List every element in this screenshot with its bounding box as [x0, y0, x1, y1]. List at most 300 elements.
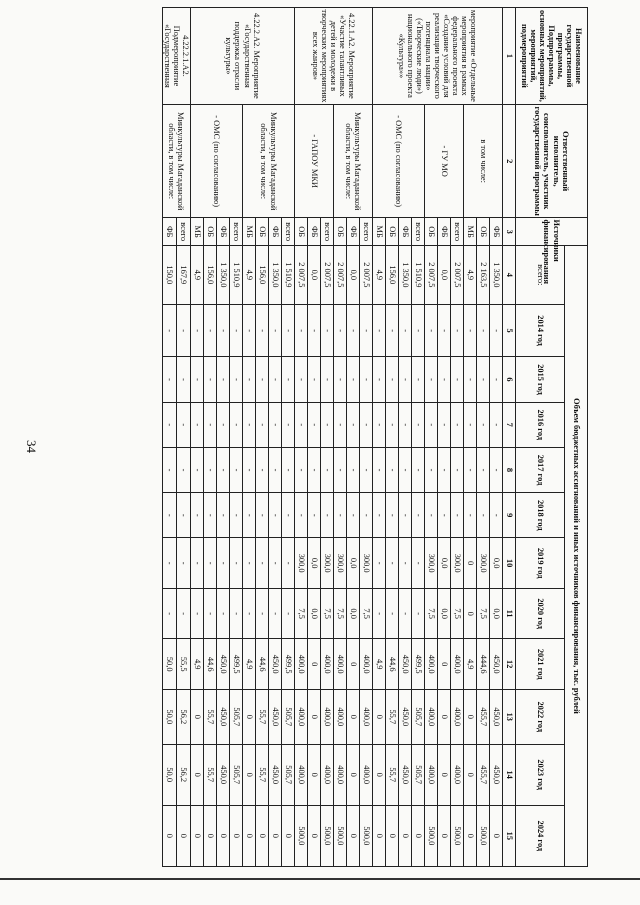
value-cell: -: [191, 538, 204, 589]
value-cell: -: [256, 493, 269, 538]
value-cell: 400,0: [451, 744, 464, 805]
value-cell: -: [360, 447, 373, 492]
value-cell: -: [204, 493, 217, 538]
value-cell: 7,5: [451, 588, 464, 639]
source-cell: всего: [230, 218, 243, 245]
value-cell: -: [176, 402, 190, 447]
value-cell: -: [347, 304, 360, 357]
value-cell: -: [230, 402, 243, 447]
value-cell: 0: [282, 805, 295, 866]
value-cell: 400,0: [425, 639, 438, 690]
value-cell: -: [282, 588, 295, 639]
value-cell: -: [191, 304, 204, 357]
value-cell: -: [162, 357, 176, 402]
value-cell: -: [243, 538, 256, 589]
value-cell: 0,0: [438, 588, 451, 639]
value-cell: 0,0: [490, 588, 503, 639]
value-cell: 2 007,5: [334, 245, 347, 304]
value-cell: 0: [308, 744, 321, 805]
value-cell: 0: [176, 805, 190, 866]
value-cell: 1 510,9: [412, 245, 425, 304]
value-cell: -: [360, 493, 373, 538]
value-cell: -: [412, 402, 425, 447]
value-cell: -: [334, 447, 347, 492]
value-cell: -: [464, 402, 477, 447]
value-cell: -: [256, 304, 269, 357]
value-cell: -: [230, 493, 243, 538]
value-cell: 450,0: [490, 639, 503, 690]
table-row: [490, 8, 503, 867]
value-cell: -: [191, 588, 204, 639]
value-cell: 0: [347, 639, 360, 690]
value-cell: -: [256, 538, 269, 589]
value-cell: 500,0: [451, 805, 464, 866]
value-cell: -: [321, 493, 334, 538]
value-cell: -: [217, 357, 230, 402]
value-cell: 156,0: [256, 245, 269, 304]
header-year: 2022 год: [516, 689, 565, 744]
table-row: [230, 8, 243, 867]
value-cell: -: [438, 447, 451, 492]
value-cell: 4,9: [243, 639, 256, 690]
value-cell: -: [282, 447, 295, 492]
value-cell: -: [295, 402, 308, 447]
value-cell: 400,0: [334, 639, 347, 690]
value-cell: -: [308, 493, 321, 538]
value-cell: -: [191, 493, 204, 538]
value-cell: 50,0: [162, 744, 176, 805]
executor-cell: Минкультуры Магаданской области, в том числе:: [243, 104, 295, 218]
value-cell: 55,7: [204, 744, 217, 805]
value-cell: 55,7: [386, 744, 399, 805]
value-cell: 400,0: [321, 689, 334, 744]
value-cell: -: [308, 447, 321, 492]
column-number: 15: [503, 805, 516, 866]
value-cell: 0: [347, 744, 360, 805]
value-cell: -: [412, 493, 425, 538]
value-cell: 400,0: [425, 689, 438, 744]
value-cell: 0: [162, 805, 176, 866]
value-cell: -: [321, 402, 334, 447]
source-cell: ФБ: [438, 218, 451, 245]
value-cell: -: [477, 447, 490, 492]
value-cell: 4,9: [373, 245, 386, 304]
value-cell: 2 007,5: [360, 245, 373, 304]
value-cell: -: [386, 402, 399, 447]
value-cell: 400,0: [451, 639, 464, 690]
value-cell: -: [217, 493, 230, 538]
column-number: 8: [503, 447, 516, 492]
value-cell: -: [162, 588, 176, 639]
value-cell: 0: [256, 805, 269, 866]
value-cell: 44,6: [204, 639, 217, 690]
value-cell: 500,0: [477, 805, 490, 866]
value-cell: 55,5: [176, 639, 190, 690]
value-cell: 400,0: [334, 689, 347, 744]
value-cell: 1 350,0: [269, 245, 282, 304]
value-cell: -: [217, 402, 230, 447]
source-cell: всего: [176, 218, 190, 245]
value-cell: -: [269, 402, 282, 447]
value-cell: -: [438, 402, 451, 447]
value-cell: 1 510,9: [282, 245, 295, 304]
value-cell: -: [204, 304, 217, 357]
value-cell: -: [386, 304, 399, 357]
value-cell: 0: [243, 744, 256, 805]
value-cell: 0: [464, 538, 477, 589]
value-cell: 0: [438, 689, 451, 744]
source-cell: ФБ: [490, 218, 503, 245]
value-cell: 44,6: [386, 639, 399, 690]
value-cell: 0: [438, 639, 451, 690]
value-cell: -: [176, 493, 190, 538]
source-cell: МБ: [464, 218, 477, 245]
value-cell: 1 350,0: [217, 245, 230, 304]
value-cell: -: [451, 357, 464, 402]
value-cell: -: [282, 538, 295, 589]
value-cell: 400,0: [360, 689, 373, 744]
value-cell: -: [373, 402, 386, 447]
value-cell: 450,0: [217, 639, 230, 690]
value-cell: -: [204, 357, 217, 402]
column-number: 13: [503, 689, 516, 744]
value-cell: 55,7: [204, 689, 217, 744]
table-row: [282, 8, 295, 867]
value-cell: -: [295, 304, 308, 357]
header-year: 2019 год: [516, 538, 565, 589]
value-cell: -: [451, 304, 464, 357]
value-cell: -: [204, 402, 217, 447]
value-cell: -: [334, 304, 347, 357]
value-cell: 499,5: [282, 639, 295, 690]
value-cell: 0: [438, 805, 451, 866]
value-cell: -: [256, 588, 269, 639]
value-cell: -: [243, 447, 256, 492]
value-cell: 0: [204, 805, 217, 866]
value-cell: -: [412, 588, 425, 639]
column-number: 14: [503, 744, 516, 805]
value-cell: 0,0: [490, 538, 503, 589]
value-cell: -: [243, 588, 256, 639]
executor-cell: - ОМС (по согласованию): [191, 104, 243, 218]
column-number: 6: [503, 357, 516, 402]
value-cell: 0: [438, 744, 451, 805]
value-cell: -: [438, 493, 451, 538]
value-cell: 0: [464, 689, 477, 744]
header-year: 2021 год: [516, 639, 565, 690]
value-cell: -: [347, 357, 360, 402]
column-number: 10: [503, 538, 516, 589]
value-cell: 400,0: [321, 744, 334, 805]
source-cell: ОБ: [295, 218, 308, 245]
value-cell: 0: [464, 588, 477, 639]
value-cell: 505,7: [282, 689, 295, 744]
value-cell: -: [464, 493, 477, 538]
value-cell: 4,9: [191, 639, 204, 690]
value-cell: 400,0: [334, 744, 347, 805]
value-cell: 2 007,5: [425, 245, 438, 304]
value-cell: 0: [191, 744, 204, 805]
value-cell: 0: [308, 805, 321, 866]
value-cell: -: [412, 304, 425, 357]
value-cell: -: [386, 357, 399, 402]
value-cell: 156,0: [386, 245, 399, 304]
value-cell: 505,7: [230, 689, 243, 744]
value-cell: 4,9: [373, 639, 386, 690]
column-number: 7: [503, 402, 516, 447]
value-cell: 0,0: [438, 245, 451, 304]
value-cell: -: [191, 402, 204, 447]
value-cell: 56,2: [176, 744, 190, 805]
value-cell: 4,9: [464, 245, 477, 304]
value-cell: 400,0: [295, 744, 308, 805]
value-cell: 505,7: [230, 744, 243, 805]
executor-cell: в том числе:: [464, 104, 503, 218]
header-executor: Ответственный исполнитель, соисполнитель, участник государственной программы: [516, 104, 588, 218]
table-row: [176, 8, 190, 867]
value-cell: 167,9: [176, 245, 190, 304]
value-cell: -: [269, 304, 282, 357]
rotated-table-area: [53, 7, 588, 867]
value-cell: -: [425, 447, 438, 492]
value-cell: -: [217, 538, 230, 589]
value-cell: 0,0: [308, 538, 321, 589]
value-cell: -: [243, 493, 256, 538]
value-cell: 499,5: [412, 639, 425, 690]
value-cell: -: [399, 588, 412, 639]
source-cell: всего: [412, 218, 425, 245]
value-cell: -: [162, 447, 176, 492]
value-cell: 7,5: [477, 588, 490, 639]
source-cell: ОБ: [425, 218, 438, 245]
value-cell: 450,0: [399, 639, 412, 690]
value-cell: -: [347, 402, 360, 447]
value-cell: -: [176, 357, 190, 402]
value-cell: -: [334, 402, 347, 447]
source-cell: всего: [360, 218, 373, 245]
value-cell: 400,0: [360, 639, 373, 690]
source-cell: ОБ: [386, 218, 399, 245]
page-bottom-rule: [0, 878, 640, 880]
value-cell: -: [162, 538, 176, 589]
value-cell: -: [490, 447, 503, 492]
value-cell: 500,0: [425, 805, 438, 866]
value-cell: 450,0: [399, 744, 412, 805]
value-cell: 455,7: [477, 744, 490, 805]
value-cell: -: [321, 304, 334, 357]
value-cell: -: [191, 357, 204, 402]
value-cell: -: [282, 402, 295, 447]
value-cell: -: [282, 493, 295, 538]
column-number: 12: [503, 639, 516, 690]
value-cell: -: [321, 447, 334, 492]
value-cell: -: [373, 447, 386, 492]
value-cell: -: [269, 538, 282, 589]
value-cell: -: [399, 357, 412, 402]
value-cell: 44,6: [256, 639, 269, 690]
value-cell: 7,5: [360, 588, 373, 639]
value-cell: -: [308, 304, 321, 357]
column-number: 1: [503, 8, 516, 105]
value-cell: -: [243, 304, 256, 357]
value-cell: -: [347, 493, 360, 538]
value-cell: -: [230, 447, 243, 492]
value-cell: 0,0: [347, 588, 360, 639]
value-cell: 0: [217, 805, 230, 866]
value-cell: -: [477, 493, 490, 538]
value-cell: -: [295, 447, 308, 492]
value-cell: 0: [373, 805, 386, 866]
value-cell: 0: [412, 805, 425, 866]
value-cell: -: [386, 588, 399, 639]
column-number: 5: [503, 304, 516, 357]
value-cell: -: [308, 402, 321, 447]
value-cell: 7,5: [425, 588, 438, 639]
value-cell: -: [399, 304, 412, 357]
value-cell: 450,0: [269, 689, 282, 744]
value-cell: 500,0: [295, 805, 308, 866]
header-total: всего:: [516, 245, 565, 304]
value-cell: 0: [490, 805, 503, 866]
executor-cell: - ГАПОУ МКИ: [295, 104, 334, 218]
value-cell: 450,0: [217, 744, 230, 805]
value-cell: -: [230, 538, 243, 589]
executor-cell: Минкультуры Магаданской области, в том числе:: [162, 104, 190, 218]
value-cell: 300,0: [295, 538, 308, 589]
source-cell: МБ: [373, 218, 386, 245]
value-cell: 2 007,5: [451, 245, 464, 304]
value-cell: 7,5: [321, 588, 334, 639]
value-cell: -: [399, 493, 412, 538]
header-financing-group: Объем бюджетных ассигнований и иных источников финансирования, тыс. рублей: [565, 245, 588, 866]
executor-cell: - ГУ МО: [425, 104, 464, 218]
table-row: [412, 8, 425, 867]
value-cell: 1 510,9: [230, 245, 243, 304]
table-row: [451, 8, 464, 867]
value-cell: -: [269, 493, 282, 538]
source-cell: ОБ: [204, 218, 217, 245]
value-cell: -: [243, 402, 256, 447]
value-cell: -: [295, 357, 308, 402]
column-number: 2: [503, 104, 516, 218]
column-number-row: [503, 8, 516, 867]
value-cell: 0: [347, 689, 360, 744]
value-cell: 0,0: [347, 245, 360, 304]
value-cell: -: [217, 304, 230, 357]
value-cell: 500,0: [321, 805, 334, 866]
value-cell: 0: [399, 805, 412, 866]
value-cell: -: [399, 447, 412, 492]
header-year: 2014 год: [516, 304, 565, 357]
value-cell: 55,7: [386, 689, 399, 744]
value-cell: -: [269, 588, 282, 639]
value-cell: -: [477, 304, 490, 357]
value-cell: -: [176, 447, 190, 492]
value-cell: -: [269, 357, 282, 402]
value-cell: -: [321, 357, 334, 402]
value-cell: -: [373, 304, 386, 357]
source-cell: ОБ: [477, 218, 490, 245]
value-cell: -: [256, 447, 269, 492]
value-cell: 55,7: [256, 689, 269, 744]
value-cell: 0,0: [308, 588, 321, 639]
value-cell: -: [176, 538, 190, 589]
value-cell: -: [308, 357, 321, 402]
value-cell: -: [464, 357, 477, 402]
value-cell: 0: [230, 805, 243, 866]
source-cell: МБ: [191, 218, 204, 245]
value-cell: 0: [243, 805, 256, 866]
value-cell: 0: [191, 805, 204, 866]
value-cell: -: [490, 493, 503, 538]
header-year: 2016 год: [516, 402, 565, 447]
header-year: 2017 год: [516, 447, 565, 492]
source-cell: всего: [282, 218, 295, 245]
value-cell: -: [191, 447, 204, 492]
value-cell: -: [464, 447, 477, 492]
header-row: [565, 8, 588, 867]
value-cell: 500,0: [360, 805, 373, 866]
value-cell: -: [386, 447, 399, 492]
value-cell: -: [477, 402, 490, 447]
header-year: 2015 год: [516, 357, 565, 402]
value-cell: -: [347, 447, 360, 492]
measure-name: 4.22.1.А2. Мероприятие «Участие талантливых детей и молодежи в творческих мероприятиях всех жанров»: [295, 8, 373, 105]
value-cell: -: [360, 304, 373, 357]
value-cell: 150,0: [162, 245, 176, 304]
value-cell: -: [451, 493, 464, 538]
value-cell: -: [451, 402, 464, 447]
value-cell: 300,0: [360, 538, 373, 589]
value-cell: 0,0: [438, 538, 451, 589]
value-cell: -: [438, 357, 451, 402]
value-cell: -: [204, 588, 217, 639]
value-cell: -: [490, 357, 503, 402]
value-cell: 4,9: [191, 245, 204, 304]
value-cell: 505,7: [282, 744, 295, 805]
value-cell: -: [295, 493, 308, 538]
value-cell: 2 163,5: [477, 245, 490, 304]
value-cell: -: [399, 538, 412, 589]
value-cell: -: [282, 357, 295, 402]
value-cell: -: [360, 357, 373, 402]
value-cell: 300,0: [321, 538, 334, 589]
value-cell: -: [256, 402, 269, 447]
value-cell: -: [425, 357, 438, 402]
value-cell: 0,0: [347, 538, 360, 589]
value-cell: 2 007,5: [321, 245, 334, 304]
value-cell: -: [162, 402, 176, 447]
value-cell: -: [230, 304, 243, 357]
source-cell: ФБ: [162, 218, 176, 245]
value-cell: -: [451, 447, 464, 492]
value-cell: -: [230, 588, 243, 639]
value-cell: 0: [373, 689, 386, 744]
value-cell: 0: [243, 689, 256, 744]
value-cell: -: [425, 493, 438, 538]
value-cell: 1 350,0: [399, 245, 412, 304]
value-cell: 0: [386, 805, 399, 866]
value-cell: 450,0: [217, 689, 230, 744]
value-cell: -: [438, 304, 451, 357]
header-year: 2024 год: [516, 805, 565, 866]
value-cell: -: [399, 402, 412, 447]
value-cell: -: [373, 538, 386, 589]
value-cell: -: [464, 304, 477, 357]
value-cell: 50,0: [162, 639, 176, 690]
value-cell: -: [334, 493, 347, 538]
value-cell: 505,7: [412, 689, 425, 744]
